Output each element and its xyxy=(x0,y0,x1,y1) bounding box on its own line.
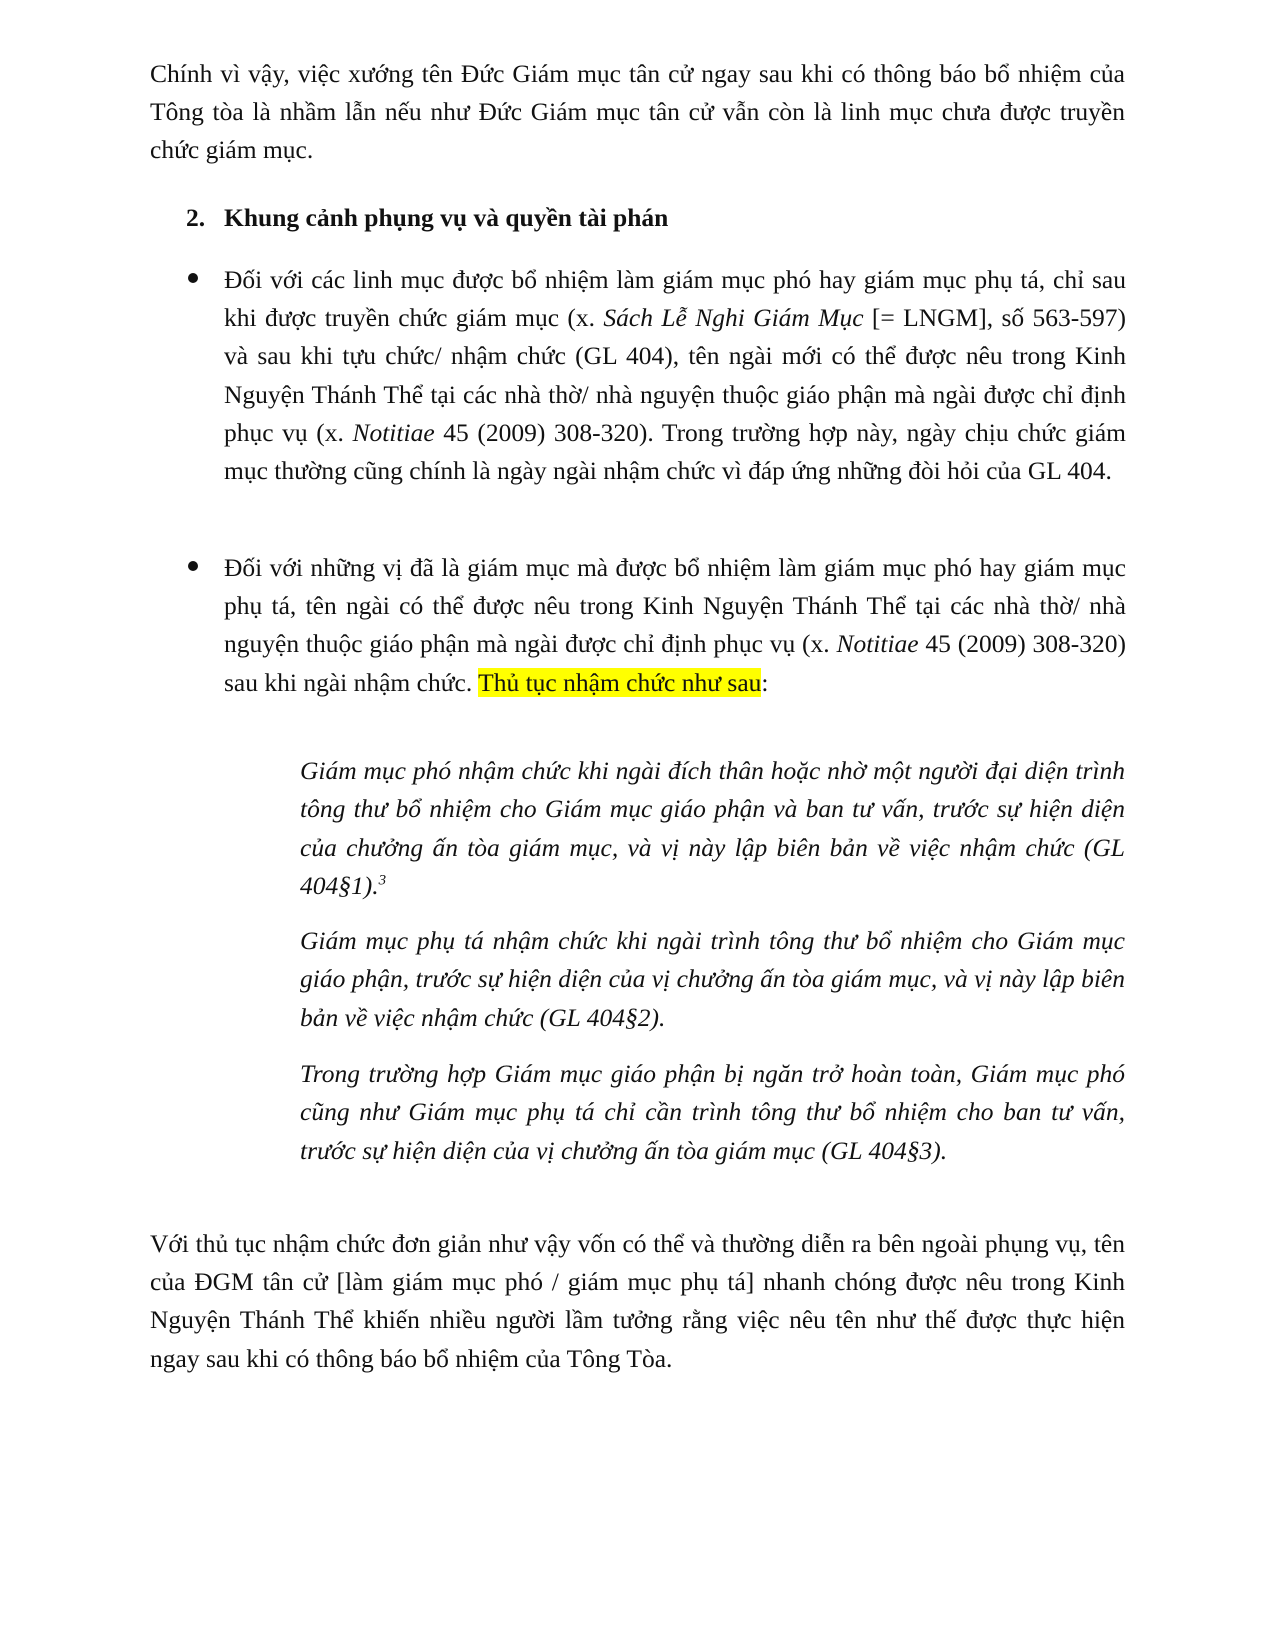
bullet-item-1 xyxy=(224,261,1126,490)
section-heading xyxy=(186,199,668,237)
closing-paragraph: Với thủ tục nhậm chức đơn giản như vậy vốn có thể và thường diễn ra bên ngoài phụng vụ, tên của ĐGM tân cử [làm giám mục phó / giám mục phụ tá] nhanh chóng được nêu trong Kinh Nguyện Thánh Thể khiến nhiều người lầm tưởng rằng việc nêu tên như thế được thực hiện ngay sau khi có thông báo bổ nhiệm của Tông Tòa. xyxy=(150,1229,1125,1373)
intro-paragraph: Chính vì vậy, việc xướng tên Đức Giám mục tân cử ngay sau khi có thông báo bổ nhiệm của Tông tòa là nhầm lẫn nếu như Đức Giám mục tân cử vẫn còn là linh mục chưa được truyền chức giám mục. xyxy=(150,59,1125,165)
bullet-2-text-c: : xyxy=(761,667,769,697)
quote-block-3: Trong trường hợp Giám mục giáo phận bị ngăn trở hoàn toàn, Giám mục phó cũng như Giám mục phụ tá chỉ cần trình tông thư bổ nhiệm cho ban tư vấn, trước sự hiện diện của vị chưởng ấn tòa giám mục (GL 404§3). xyxy=(300,1059,1125,1165)
bullet-1-journal-title: Notitiae xyxy=(352,417,435,447)
footnote-marker: 3 xyxy=(378,872,387,889)
section-number: 2. xyxy=(186,203,206,232)
quote-1-text: Giám mục phó nhậm chức khi ngài đích thân hoặc nhờ một người đại diện trình tông thư bổ nhiệm cho Giám mục giáo phận và ban tư vấn, trước sự hiện diện của chưởng ấn tòa giám mục, và vị này lập biên bản về việc nhậm chức (GL 404§1). xyxy=(300,756,1125,900)
bullet-dot-1 xyxy=(188,273,198,283)
bullet-1-text-a: Đối với các linh mục được bổ nhiệm làm giám mục phó hay giám mục phụ tá, chỉ sau khi được truyền chức giám mục (x. xyxy=(224,265,1126,333)
bullet-1-book-title: Sách Lễ Nghi Giám Mục xyxy=(603,303,864,333)
section-title: Khung cảnh phụng vụ và quyền tài phán xyxy=(224,203,669,232)
bullet-2-text-a: Đối với những vị đã là giám mục mà được bổ nhiệm làm giám mục phó hay giám mục phụ tá, tên ngài có thể được nêu trong Kinh Nguyện Thánh Thể tại các nhà thờ/ nhà nguyện thuộc giáo phận mà ngài được chỉ định phục vụ (x. xyxy=(224,553,1126,659)
quote-block-1 xyxy=(300,752,1125,905)
bullet-2-journal-title: Notitiae xyxy=(836,629,919,659)
bullet-2-text-b: 45 (2009) 308-320) sau khi ngài nhậm chức. xyxy=(224,629,1127,697)
quote-block-2: Giám mục phụ tá nhậm chức khi ngài trình tông thư bổ nhiệm cho Giám mục giáo phận, trước sự hiện diện của vị chưởng ấn tòa giám mục, và vị này lập biên bản về việc nhậm chức (GL 404§2). xyxy=(300,926,1125,1032)
bullet-dot-2 xyxy=(188,561,198,571)
highlighted-text: Thủ tục nhậm chức như sau xyxy=(478,667,762,697)
bullet-item-2 xyxy=(224,549,1126,702)
bullet-1-text-c: 45 (2009) 308-320). Trong trường hợp này, ngày chịu chức giám mục thường cũng chính là ngày ngài nhậm chức vì đáp ứng những đòi hỏi của GL 404. xyxy=(224,417,1127,486)
bullet-1-text-b: [= LNGM], số 563-597) và sau khi tựu chức/ nhậm chức (GL 404), tên ngài mới có thể được nêu trong Kinh Nguyện Thánh Thể tại các nhà thờ/ nhà nguyện thuộc giáo phận mà ngài được chỉ định phục vụ (x. xyxy=(224,303,1126,447)
